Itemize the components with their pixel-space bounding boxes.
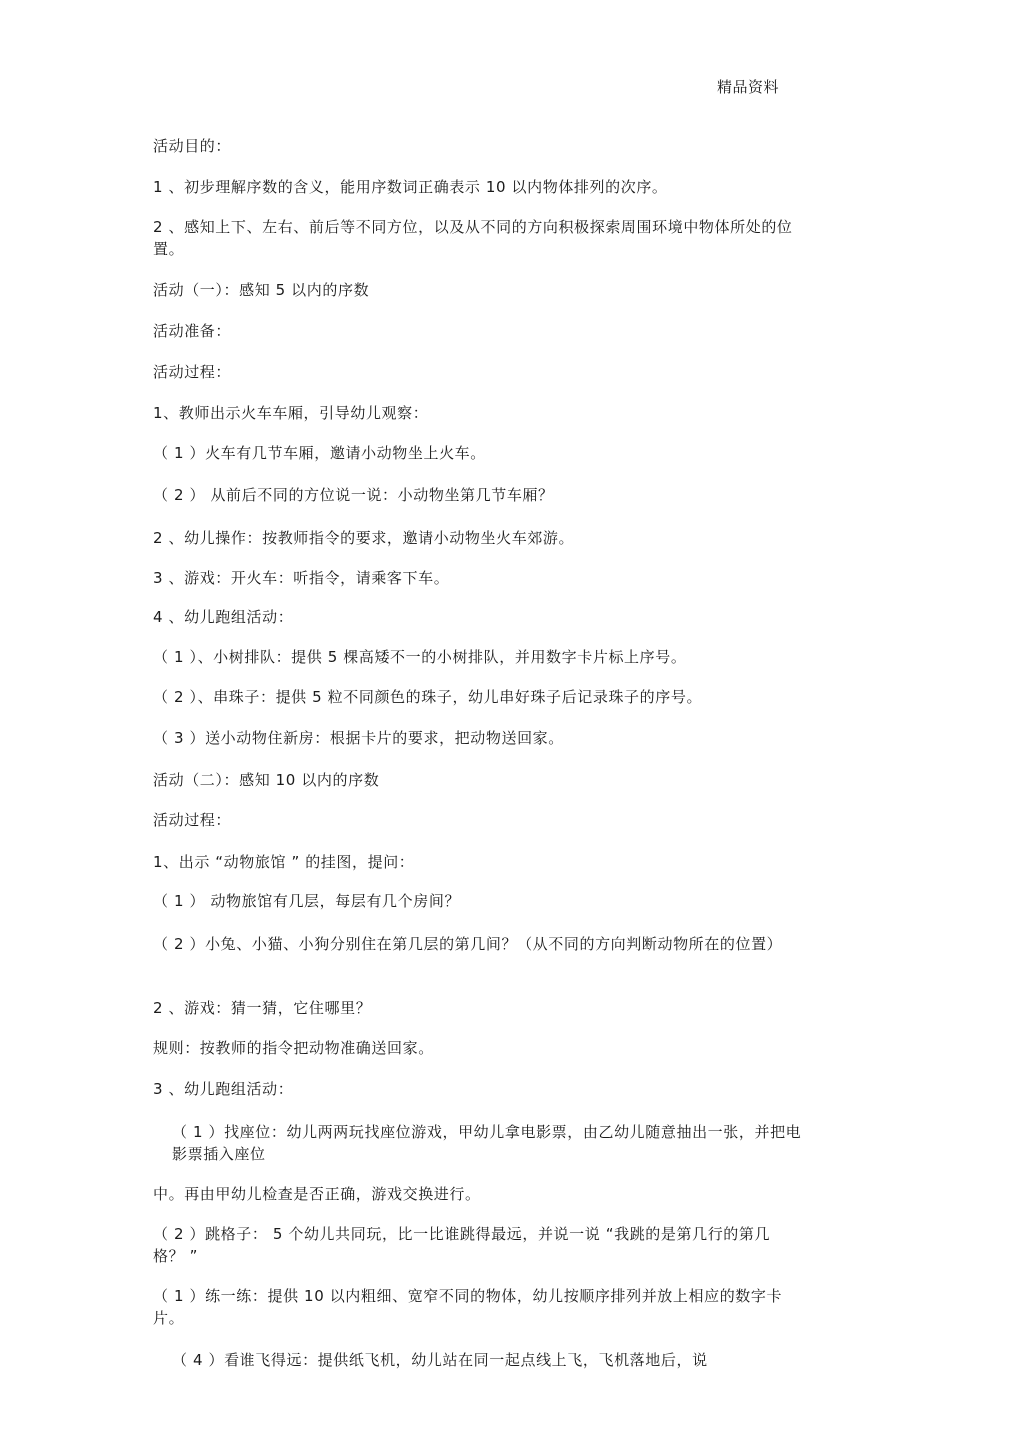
text-line: （ 1 ）练一练：提供 10 以内粗细、宽窄不同的物体，幼儿按顺序排列并放上相应的数字卡片。 — [153, 1287, 783, 1327]
section-heading: 活动准备： — [153, 322, 232, 340]
text-line: （ 1 ）、小树排队：提供 5 棵高矮不一的小树排队，并用数字卡片标上序号。 — [153, 648, 687, 666]
text-line: 3 、幼儿跑组活动： — [153, 1080, 294, 1098]
section-heading: 活动过程： — [153, 811, 232, 829]
text-line: （ 1 ）火车有几节车厢，邀请小动物坐上火车。 — [153, 444, 486, 462]
text-line: （ 3 ）送小动物住新房：根据卡片的要求，把动物送回家。 — [153, 729, 564, 747]
text-line: 4 、幼儿跑组活动： — [153, 608, 294, 626]
text-line: （ 4 ）看谁飞得远：提供纸飞机，幼儿站在同一起点线上飞，飞机落地后，说 — [172, 1351, 708, 1369]
section-heading: 活动过程： — [153, 363, 232, 381]
section-heading: 活动（一）：感知 5 以内的序数 — [153, 281, 370, 299]
text-line: （ 2 ）小兔、小猫、小狗分别住在第几层的第几间？（从不同的方向判断动物所在的位置） — [153, 935, 783, 953]
text-line: （ 1 ） 动物旅馆有几层，每层有几个房间？ — [153, 892, 461, 910]
section-heading: 活动（二）：感知 10 以内的序数 — [153, 771, 380, 789]
text-line: 2 、游戏：猜一猜，它住哪里？ — [153, 999, 372, 1017]
text-line: （ 2 ） 从前后不同的方位说一说：小动物坐第几节车厢？ — [153, 486, 554, 504]
text-line: （ 1 ）找座位：幼儿两两玩找座位游戏，甲幼儿拿电影票，由乙幼儿随意抽出一张，并把电影票插入座位 — [172, 1123, 802, 1163]
text-line: （ 2 ）、串珠子：提供 5 粒不同颜色的珠子，幼儿串好珠子后记录珠子的序号。 — [153, 688, 703, 706]
text-line: 中。再由甲幼儿检查是否正确，游戏交换进行。 — [153, 1185, 481, 1203]
text-line: 1、教师出示火车车厢，引导幼儿观察： — [153, 404, 429, 422]
text-line: 2 、感知上下、左右、前后等不同方位，以及从不同的方向积极探索周围环境中物体所处的位置。 — [153, 218, 793, 258]
text-line: 规则：按教师的指令把动物准确送回家。 — [153, 1039, 434, 1057]
text-line: 1、出示 “动物旅馆 ” 的挂图，提问： — [153, 853, 415, 871]
header-tag: 精品资料 — [717, 78, 780, 96]
section-heading: 活动目的： — [153, 137, 232, 155]
text-line: 2 、幼儿操作：按教师指令的要求，邀请小动物坐火车郊游。 — [153, 529, 575, 547]
text-line: 1 、初步理解序数的含义，能用序数词正确表示 10 以内物体排列的次序。 — [153, 178, 668, 196]
text-line: （ 2 ）跳格子： 5 个幼儿共同玩，比一比谁跳得最远，并说一说 “我跳的是第几行的第几格？ ” — [153, 1225, 771, 1265]
text-line: 3 、游戏：开火车：听指令，请乘客下车。 — [153, 569, 450, 587]
